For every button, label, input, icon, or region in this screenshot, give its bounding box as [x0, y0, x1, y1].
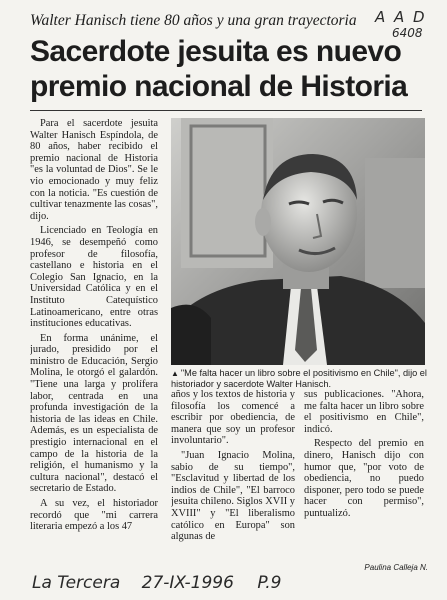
source-date: 27-IX-1996 — [141, 573, 234, 593]
photo-credit: Paulina Calleja N. — [364, 563, 428, 572]
archive-code-mark: A A D — [375, 8, 427, 26]
article-column-3 — [304, 389, 424, 557]
source-page: P.9 — [257, 573, 282, 593]
paragraph: Licenciado en Teología en 1946, se desempeñó como profesor de filosofía, castellano e historia en el Colegio San Ignacio, en la Universidad Católica y en el Instituto Catequístico Latinoamericano, entre otras instituciones educativas. — [30, 225, 158, 330]
handwritten-source-note — [32, 573, 281, 593]
paragraph: En forma unánime, el jurado, presidido por el ministro de Educación, Sergio Molina, le otorgó el galardón. "Tiene una larga y prolífera labor, centrada en una profunda investigación de la historia de las ideas en Chile. Además, es un especialista de prestigio internacional en el campo de la historia de la religión, el humanismo y la cultura nacional", destacó el secretario de Estado. — [30, 332, 158, 495]
archive-number-mark: 6408 — [392, 26, 423, 40]
photo-caption — [171, 368, 427, 390]
headline-divider — [30, 110, 422, 111]
caption-text: "Me falta hacer un libro sobre el positivismo en Chile", dijo el historiador y sacerdote Walter Hanisch. — [171, 368, 427, 389]
article-kicker: Walter Hanisch tiene 80 años y una gran trayectoria — [30, 12, 357, 29]
headline-line-2: premio nacional de Historia — [30, 70, 408, 103]
paragraph: Respecto del premio en dinero, Hanisch dijo con humor que, "por voto de obediencia, no puedo disponer, pero todo se puede hacer con permiso", puntualizó. — [304, 438, 424, 519]
paragraph: años y los textos de historia y filosofía los comencé a escribir por obediencia, de manera que soy un profesor involuntario". — [171, 389, 295, 447]
paragraph: "Juan Ignacio Molina, sabio de su tiempo", "Esclavitud y libertad de los indios de Chile", "El barroco jesuita chileno. Siglos XVII y XVIII" y "El liberalismo católico en Europa" son algunas de — [171, 449, 295, 543]
paragraph: sus publicaciones. "Ahora, me falta hacer un libro sobre el positivismo en Chile", indicó. — [304, 389, 424, 435]
portrait-photo — [171, 118, 425, 365]
article-column-1 — [30, 118, 158, 573]
paragraph: Para el sacerdote jesuita Walter Hanisch Espíndola, de 80 años, haber recibido el premio nacional de Historia "es la voluntad de Dios". Se le vio emocionado y muy feliz con la noticia. "Es cuestión de cultivar tenazmente las cosas", dijo. — [30, 118, 158, 222]
source-name: La Tercera — [32, 573, 121, 593]
paragraph: A su vez, el historiador recordó que "mi carrera literaria empezó a los 47 — [30, 498, 158, 533]
article-column-2 — [171, 389, 295, 579]
caption-marker-icon: ▲ — [171, 369, 179, 378]
article-headline — [30, 34, 425, 104]
headline-line-1: Sacerdote jesuita es nuevo — [30, 35, 402, 68]
